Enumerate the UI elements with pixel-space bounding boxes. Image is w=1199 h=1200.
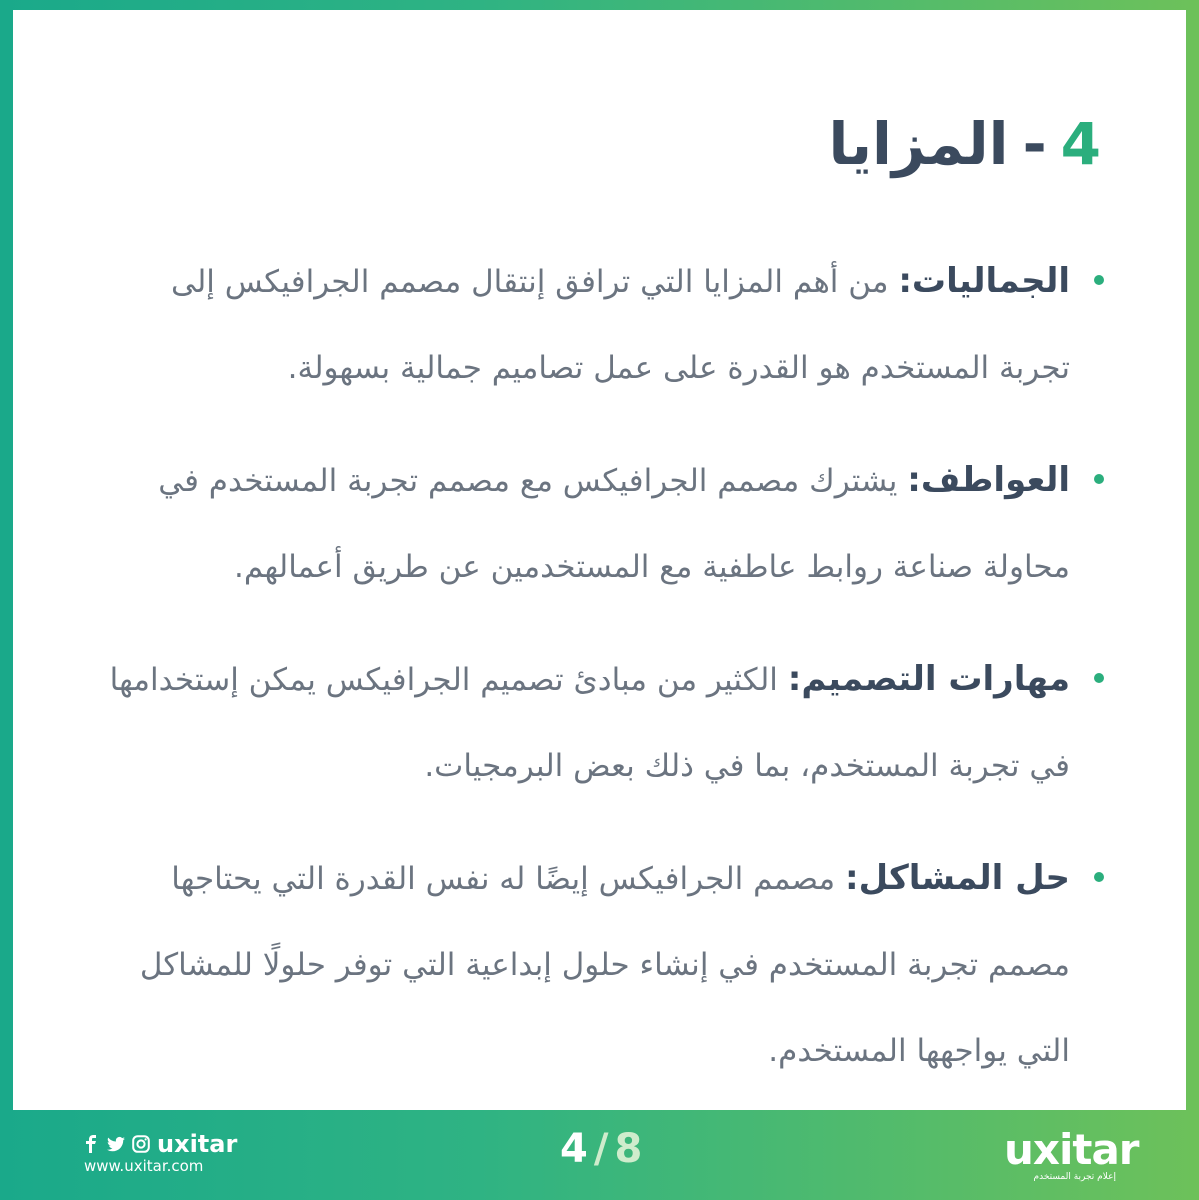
page-current: 4 xyxy=(560,1126,588,1172)
instagram-icon[interactable] xyxy=(132,1135,150,1153)
bullet-icon xyxy=(1094,474,1104,484)
section-heading: المزايا xyxy=(828,110,1009,178)
item-body: يشترك مصمم الجرافيكس مع مصمم تجربة المستخدم في محاولة صناعة روابط عاطفية مع المستخدمين عن طريق أعمالهم. xyxy=(158,463,1070,585)
item-body: من أهم المزايا التي ترافق إنتقال مصمم الجرافيكس إلى تجربة المستخدم هو القدرة على عمل تصاميم جمالية بسهولة. xyxy=(171,264,1070,386)
list-item xyxy=(104,437,1104,610)
item-body: الكثير من مبادئ تصميم الجرافيكس يمكن إستخدامها في تجربة المستخدم، بما في ذلك بعض البرمجيات. xyxy=(109,662,1070,784)
section-title xyxy=(829,110,1102,178)
list-item xyxy=(104,238,1104,411)
section-dash: - xyxy=(1022,110,1047,178)
page-total: 8 xyxy=(614,1126,643,1172)
item-body: مصمم الجرافيكس إيضًا له نفس القدرة التي يحتاجها مصمم تجربة المستخدم في إنشاء حلول إبداعية التي توفر حلولًا للمشاكل التي يواجهها المستخدم. xyxy=(139,861,1070,1069)
item-heading: حل المشاكل: xyxy=(845,858,1070,898)
section-number: 4 xyxy=(1060,110,1101,178)
bullet-icon xyxy=(1094,673,1104,683)
social-links xyxy=(82,1130,237,1158)
list-item xyxy=(104,636,1104,809)
twitter-icon[interactable] xyxy=(107,1135,125,1153)
bullet-icon xyxy=(1094,275,1104,285)
logo-tagline: إعلام تجربة المستخدم xyxy=(1033,1172,1116,1182)
footer-bar xyxy=(0,1110,1199,1200)
uxitar-logo xyxy=(1004,1125,1139,1183)
list-item xyxy=(104,835,1104,1094)
facebook-icon[interactable] xyxy=(82,1135,100,1153)
page-indicator xyxy=(560,1126,642,1172)
bullet-icon xyxy=(1094,872,1104,882)
item-heading: مهارات التصميم: xyxy=(787,659,1070,699)
benefits-list xyxy=(104,238,1104,1120)
website-link[interactable]: www.uxitar.com xyxy=(84,1157,204,1175)
page-separator: / xyxy=(593,1126,609,1172)
social-handle[interactable]: uxitar xyxy=(157,1130,238,1158)
item-heading: العواطف: xyxy=(907,460,1070,500)
item-heading: الجماليات: xyxy=(898,261,1070,301)
logo-word: uxitar xyxy=(1004,1125,1139,1174)
